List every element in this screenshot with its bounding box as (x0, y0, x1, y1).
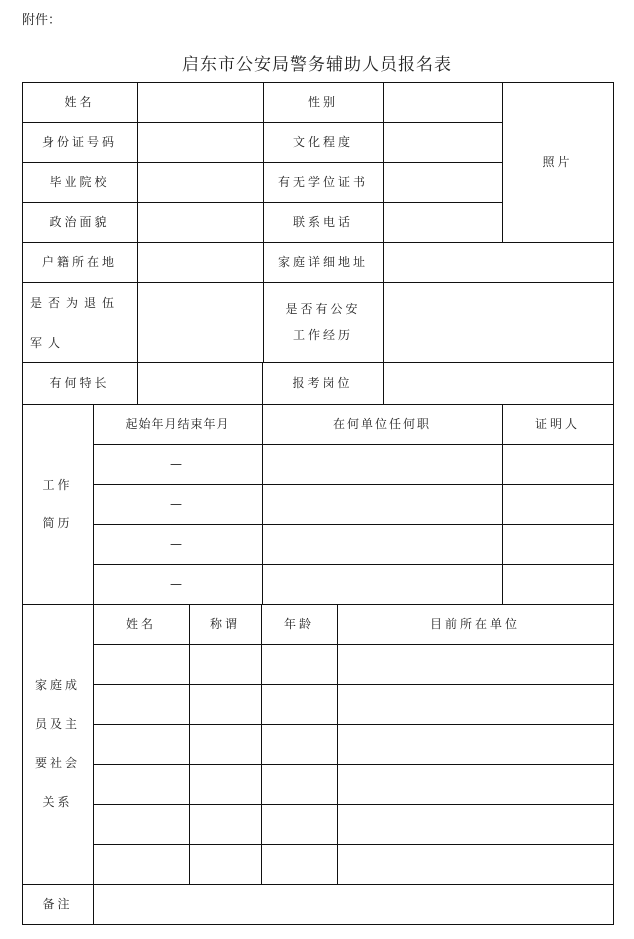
row-divider (93, 684, 613, 685)
work-witness-header: 证明人 (534, 416, 580, 431)
work-period-dash[interactable]: — (170, 576, 185, 591)
family-name-header: 姓名 (125, 616, 156, 631)
family-label-line: 家庭成 (34, 678, 80, 692)
work-unit-header: 在何单位任何职 (332, 416, 431, 431)
specialty-field[interactable] (138, 363, 262, 404)
police-experience-label (263, 282, 383, 362)
political-field[interactable] (138, 203, 263, 242)
name-field[interactable] (138, 83, 263, 122)
work-history-line2: 简历 (42, 516, 73, 530)
remarks-label: 备注 (42, 896, 73, 911)
col-divider (93, 604, 94, 924)
gender-label: 性别 (307, 94, 338, 109)
work-history-label (22, 404, 93, 604)
id-number-label: 身份证号码 (41, 134, 117, 149)
phone-label: 联系电话 (292, 214, 353, 229)
photo-area[interactable]: 照片 (542, 154, 573, 169)
attachment-label: 附件： (22, 13, 62, 28)
id-number-field[interactable] (138, 123, 263, 162)
veteran-field[interactable] (138, 283, 263, 362)
address-label: 家庭详细地址 (277, 254, 368, 269)
col-divider (189, 604, 190, 884)
family-label-line: 关系 (42, 795, 73, 809)
phone-field[interactable] (384, 203, 502, 242)
family-label-line: 员及主 (34, 717, 80, 731)
household-label: 户籍所在地 (41, 254, 117, 269)
table-border-bottom (22, 924, 614, 925)
degree-field[interactable] (384, 163, 502, 202)
specialty-label: 有何特长 (49, 375, 110, 390)
education-label: 文化程度 (292, 134, 353, 149)
position-label: 报考岗位 (292, 375, 353, 390)
row-divider (93, 724, 613, 725)
police-experience-line2: 工作经历 (292, 328, 353, 342)
work-period-dash[interactable]: — (170, 456, 185, 471)
name-label: 姓名 (64, 94, 95, 109)
form-title: 启东市公安局警务辅助人员报名表 (182, 55, 452, 75)
degree-label: 有无学位证书 (277, 174, 368, 189)
work-period-dash[interactable]: — (170, 496, 185, 511)
family-title-header: 称谓 (209, 616, 240, 631)
col-divider (261, 604, 262, 884)
school-label: 毕业院校 (49, 174, 110, 189)
address-field[interactable] (384, 243, 613, 282)
row-divider (93, 844, 613, 845)
school-field[interactable] (138, 163, 263, 202)
remarks-field[interactable] (94, 885, 613, 924)
family-label (22, 604, 93, 884)
family-label-line: 要社会 (34, 756, 80, 770)
row-divider (93, 644, 613, 645)
family-age-header: 年龄 (283, 616, 314, 631)
gender-field[interactable] (384, 83, 502, 122)
household-field[interactable] (138, 243, 263, 282)
work-period-dash[interactable]: — (170, 536, 185, 551)
work-history-line1: 工作 (42, 477, 73, 492)
education-field[interactable] (384, 123, 502, 162)
family-unit-header: 目前所在单位 (429, 616, 520, 631)
political-label: 政治面貌 (49, 214, 110, 229)
col-divider (337, 604, 338, 884)
row-divider (93, 764, 613, 765)
position-field[interactable] (384, 363, 613, 404)
police-experience-field[interactable] (384, 283, 613, 362)
row-divider (93, 804, 613, 805)
police-experience-line1: 是否有公安 (285, 301, 361, 316)
table-border-right (613, 82, 614, 925)
work-period-header: 起始年月结束年月 (125, 416, 230, 431)
veteran-label: 是否为退伍军人 (30, 296, 121, 350)
